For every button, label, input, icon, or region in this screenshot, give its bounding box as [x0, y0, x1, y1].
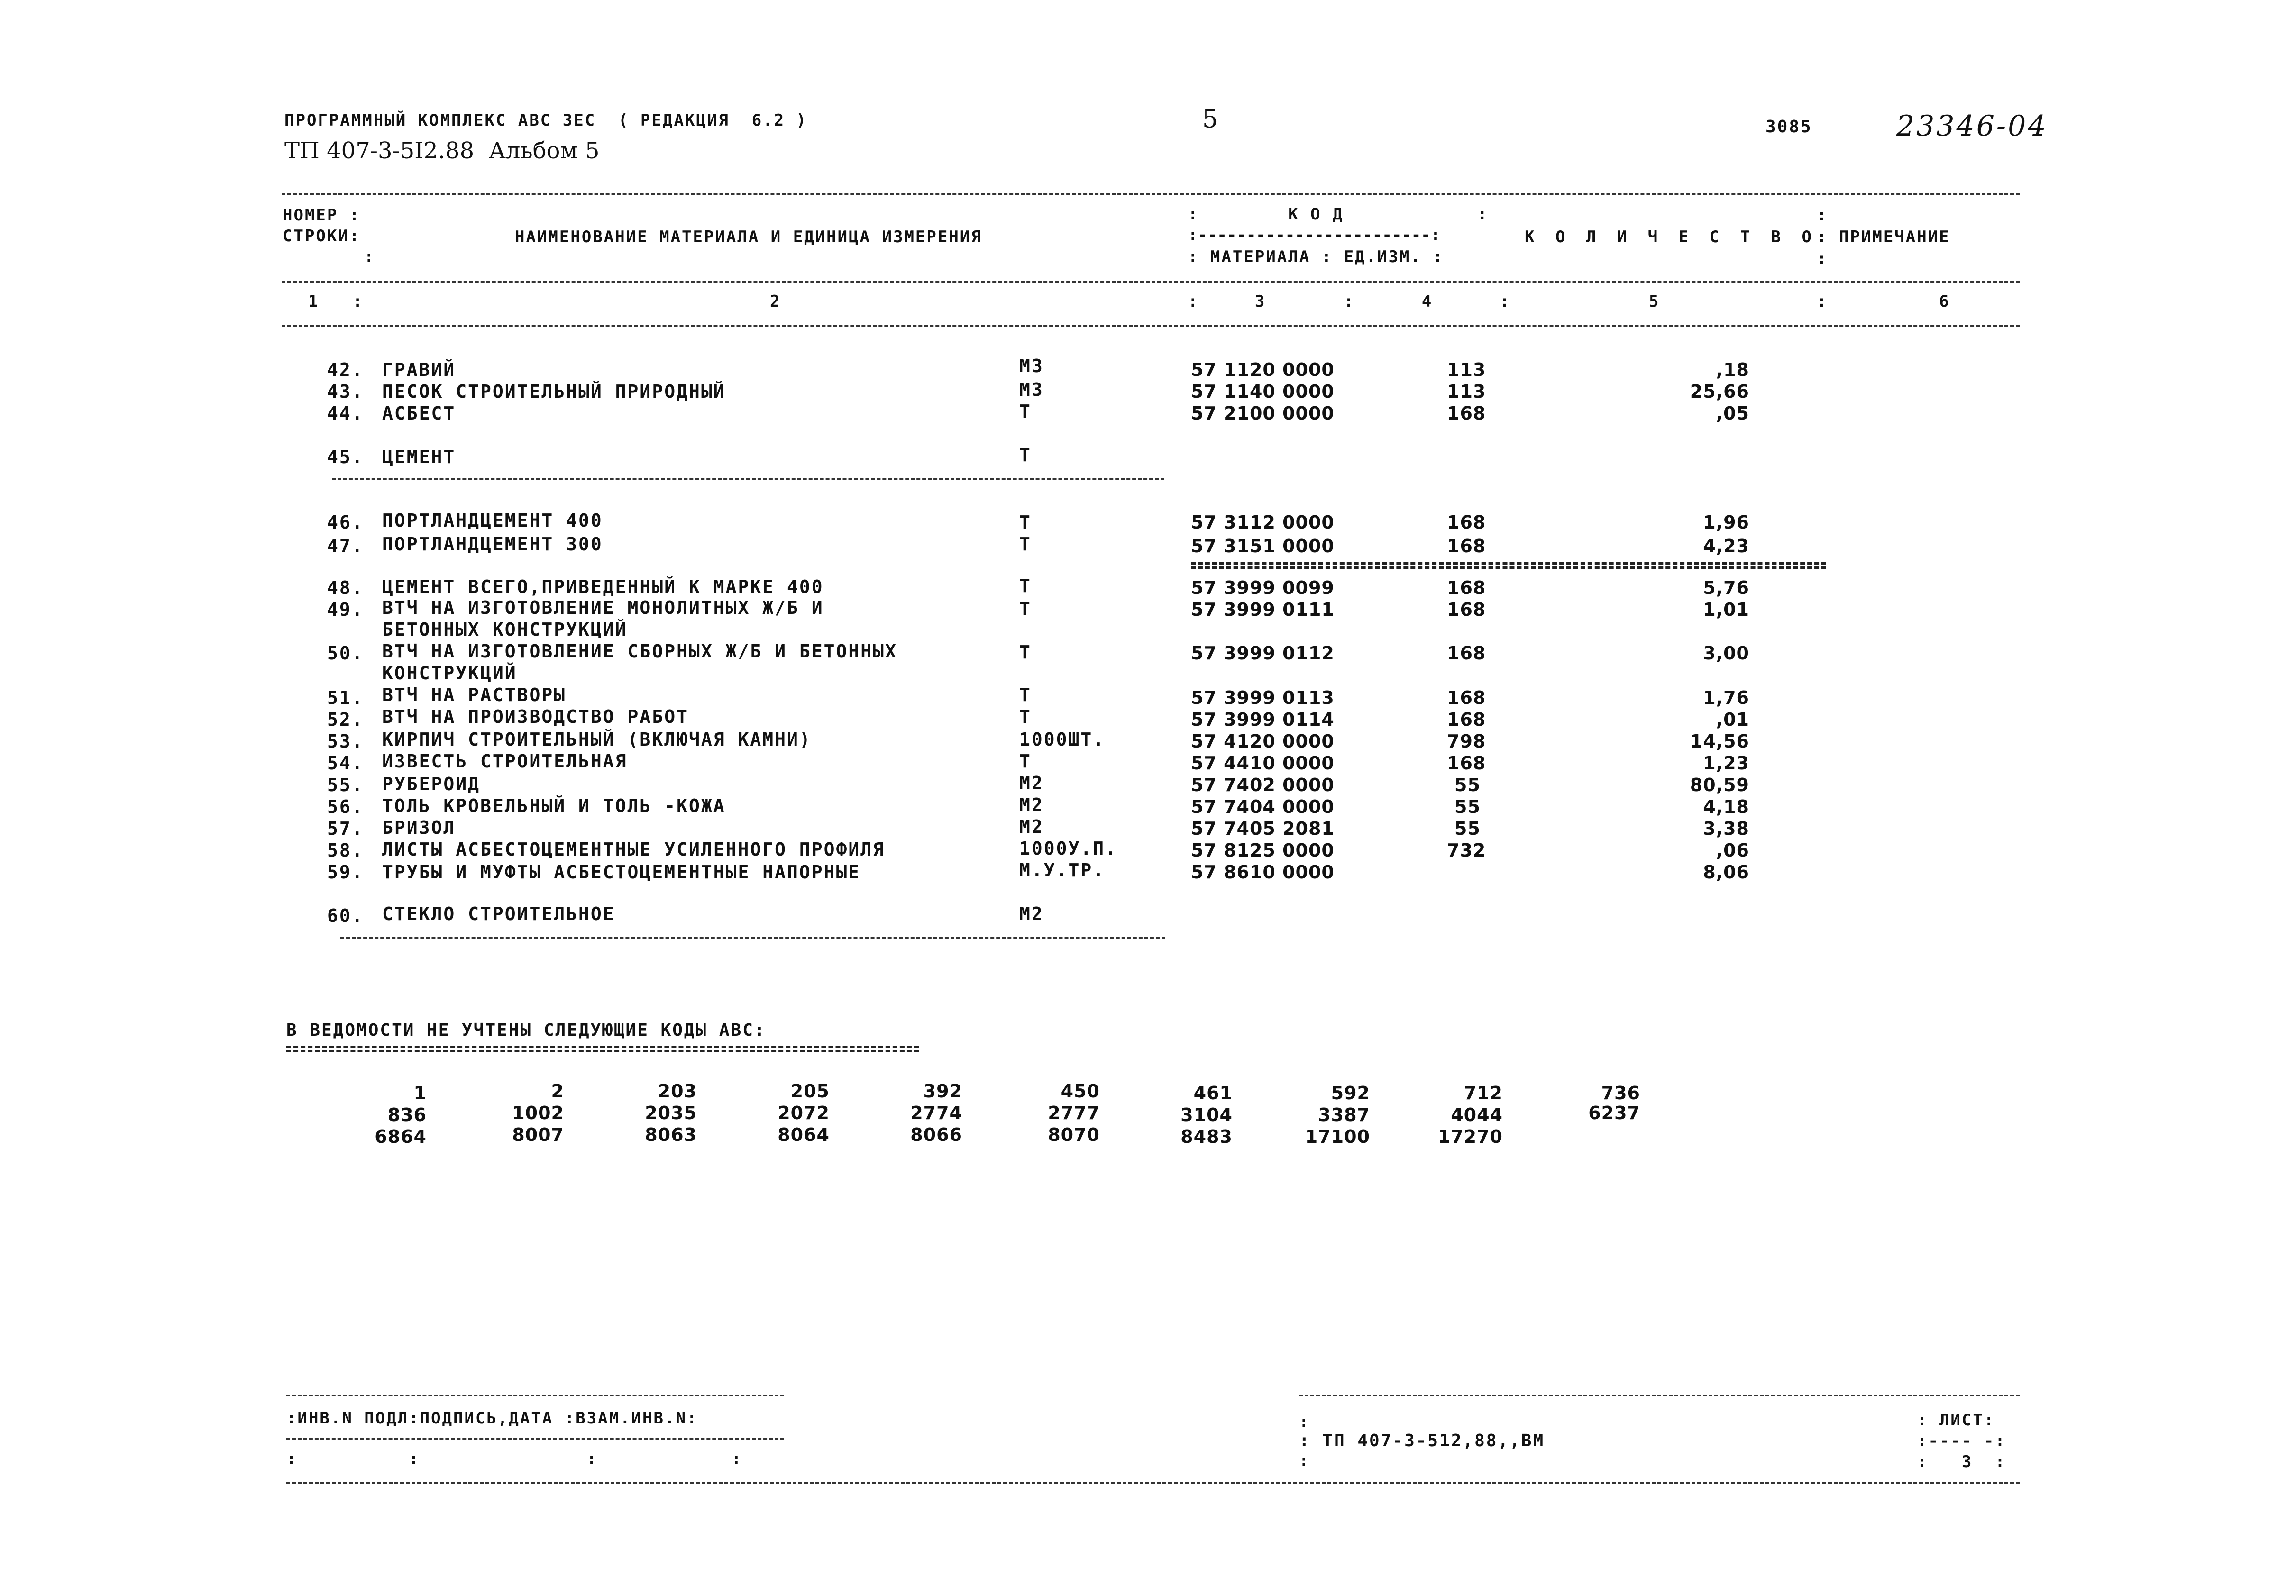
row-unit-code: 798	[1447, 731, 1486, 752]
col-num-5: 5	[1649, 292, 1660, 311]
row-no: 53.	[327, 731, 364, 752]
row-unit-code: 168	[1447, 403, 1486, 424]
stamp-sheet-divider: :---- -:	[1917, 1432, 2006, 1450]
row-no: 55.	[327, 775, 364, 795]
col-num-6: : 6	[1817, 292, 1950, 311]
code-cell: 392	[923, 1081, 962, 1102]
stamp-colon-bottom: :	[1299, 1451, 1310, 1470]
code-cell: 8063	[645, 1124, 697, 1145]
row-material-code: 57 3151 0000	[1191, 536, 1335, 556]
row-quantity: ,01	[1716, 709, 1749, 730]
row-name: ЦЕМЕНТ	[382, 447, 456, 467]
row-unit: М2	[1019, 816, 1044, 837]
stamp-colon-top: :	[1299, 1413, 1310, 1432]
row-material-code: 57 3999 0111	[1191, 599, 1335, 620]
row-name: ПОРТЛАНДЦЕМЕНТ 400	[382, 510, 603, 531]
row-unit: Т	[1019, 684, 1032, 705]
uncounted-codes-title: В ВЕДОМОСТИ НЕ УЧТЕНЫ СЛЕДУЮЩИЕ КОДЫ АВС:	[286, 1021, 766, 1040]
row-name: ЦЕМЕНТ ВСЕГО,ПРИВЕДЕННЫЙ К МАРКЕ 400	[382, 576, 824, 597]
row-name: ВТЧ НА ИЗГОТОВЛЕНИЕ МОНОЛИТНЫХ Ж/Б И	[382, 597, 824, 618]
row-unit: М2	[1019, 794, 1044, 815]
col-num-1: 1 :	[308, 292, 364, 311]
row-quantity: ,06	[1716, 840, 1749, 861]
row-unit-code: 168	[1447, 643, 1486, 664]
document-code: 3085	[1765, 117, 1812, 137]
row-name: ВТЧ НА РАСТВОРЫ	[382, 684, 567, 705]
row-name: ГРАВИЙ	[382, 359, 456, 380]
header-row-no-1: НОМЕР :	[283, 206, 361, 225]
header-note-col-1: :	[1817, 206, 1828, 225]
code-cell: 1	[413, 1083, 427, 1104]
row-no: 48.	[327, 577, 364, 598]
row-unit: Т	[1019, 445, 1032, 465]
row-unit-code: 113	[1447, 381, 1486, 402]
row-name-line-2: КОНСТРУКЦИЙ	[382, 663, 517, 684]
code-cell: 8007	[512, 1124, 564, 1145]
row-material-code: 57 4410 0000	[1191, 753, 1335, 774]
row-unit: М2	[1019, 903, 1044, 924]
code-cell: 2774	[910, 1103, 962, 1123]
row-no: 45.	[327, 447, 364, 467]
total-separator	[1191, 562, 1826, 565]
code-cell: 736	[1601, 1083, 1640, 1104]
row-no: 51.	[327, 687, 364, 708]
row-name: РУБЕРОИД	[382, 774, 481, 794]
code-cell: 8066	[910, 1124, 962, 1145]
code-cell: 3104	[1180, 1104, 1233, 1125]
row-quantity: 1,01	[1703, 599, 1749, 620]
row-name: ВТЧ НА ПРОИЗВОДСТВО РАБОТ	[382, 706, 689, 727]
row-no: 58.	[327, 840, 364, 861]
header-rule-mid	[282, 281, 2020, 283]
col-num-3-4: : 3 : 4 :	[1188, 292, 1511, 311]
code-cell: 592	[1331, 1083, 1370, 1104]
row-unit-code: 168	[1447, 577, 1486, 598]
project-title: ТП 407-3-5I2.88 Альбом 5	[284, 137, 600, 164]
row-quantity: 1,23	[1703, 753, 1749, 774]
header-code-divider: :------------------------:	[1188, 226, 1441, 245]
row-unit-code: 168	[1447, 687, 1486, 708]
stamp-bottom-rule	[286, 1482, 2020, 1484]
header-rule-top	[282, 193, 2020, 195]
header-note: : ПРИМЕЧАНИЕ	[1817, 228, 1950, 246]
row-quantity: 3,00	[1703, 643, 1749, 664]
header-row-no-2: СТРОКИ:	[283, 227, 361, 246]
row-unit: М2	[1019, 773, 1044, 793]
row-material-code: 57 2100 0000	[1191, 403, 1335, 424]
row-no: 49.	[327, 599, 364, 620]
row-material-code: 57 8610 0000	[1191, 862, 1335, 883]
header-rule-bottom	[282, 325, 2020, 327]
uncounted-title-underline	[286, 1046, 919, 1048]
header-quantity: К О Л И Ч Е С Т В О	[1525, 228, 1817, 246]
row-no: 56.	[327, 796, 364, 817]
row-name: ЛИСТЫ АСБЕСТОЦЕМЕНТНЫЕ УСИЛЕННОГО ПРОФИЛЯ	[382, 839, 885, 860]
row-no: 47.	[327, 536, 364, 556]
row-unit: Т	[1019, 575, 1032, 596]
section-separator	[332, 478, 1164, 480]
row-no: 52.	[327, 709, 364, 730]
row-material-code: 57 3999 0114	[1191, 709, 1335, 730]
code-cell: 2	[551, 1081, 564, 1102]
row-name: ТОЛЬ КРОВЕЛЬНЫЙ И ТОЛЬ -КОЖА	[382, 795, 726, 816]
header-code-title: : К О Д :	[1188, 205, 1489, 224]
code-cell: 450	[1061, 1081, 1100, 1102]
row-material-code: 57 7404 0000	[1191, 796, 1335, 817]
stamp-document-code: : ТП 407-3-512,88,,ВМ	[1299, 1431, 1545, 1450]
handwritten-number: 23346-04	[1896, 109, 2048, 143]
row-no: 50.	[327, 643, 364, 664]
row-unit: Т	[1019, 598, 1032, 619]
row-no: 42.	[327, 359, 364, 380]
stamp-left-rule-mid	[286, 1438, 784, 1440]
row-quantity: 3,38	[1703, 818, 1749, 839]
row-no: 60.	[327, 905, 364, 926]
code-cell: 2072	[778, 1103, 830, 1123]
section-separator	[340, 937, 1165, 939]
row-quantity: 1,96	[1703, 512, 1749, 533]
row-unit: М3	[1019, 379, 1044, 400]
row-unit-code: 732	[1447, 840, 1486, 861]
row-material-code: 57 4120 0000	[1191, 731, 1335, 752]
row-name: ВТЧ НА ИЗГОТОВЛЕНИЕ СБОРНЫХ Ж/Б И БЕТОННЫХ	[382, 641, 897, 662]
stamp-sheet-label: : ЛИСТ:	[1917, 1411, 1995, 1430]
stamp-left-header: :ИНВ.N ПОДЛ:ПОДПИСЬ,ДАТА :ВЗАМ.ИНВ.N:	[286, 1409, 698, 1428]
code-cell: 3387	[1318, 1104, 1370, 1125]
row-no: 44.	[327, 403, 364, 424]
row-unit-code: 55	[1454, 775, 1481, 795]
row-unit-code: 113	[1447, 359, 1486, 380]
code-cell: 8483	[1180, 1126, 1233, 1147]
code-cell: 6864	[375, 1126, 427, 1147]
row-name: ИЗВЕСТЬ СТРОИТЕЛЬНАЯ	[382, 751, 628, 772]
row-unit-code: 168	[1447, 753, 1486, 774]
row-no: 43.	[327, 381, 364, 402]
program-header: ПРОГРАММНЫЙ КОМПЛЕКС АВС 3ЕС ( РЕДАКЦИЯ 6.2 )	[284, 111, 808, 130]
row-name-line-2: БЕТОННЫХ КОНСТРУКЦИЙ	[382, 619, 628, 640]
row-material-code: 57 3999 0112	[1191, 643, 1335, 664]
stamp-sheet-number: : 3 :	[1917, 1452, 2006, 1471]
row-name: ТРУБЫ И МУФТЫ АСБЕСТОЦЕМЕНТНЫЕ НАПОРНЫЕ	[382, 862, 861, 883]
code-cell: 4044	[1451, 1104, 1503, 1125]
code-cell: 8064	[778, 1124, 830, 1145]
row-quantity: 5,76	[1703, 577, 1749, 598]
row-unit: Т	[1019, 534, 1032, 555]
stamp-left-cells: : : : :	[286, 1450, 743, 1468]
row-quantity: 80,59	[1690, 775, 1749, 795]
row-name: ПОРТЛАНДЦЕМЕНТ 300	[382, 534, 603, 555]
code-cell: 205	[790, 1081, 830, 1102]
row-quantity: ,05	[1716, 403, 1749, 424]
code-cell: 17100	[1305, 1126, 1370, 1147]
row-quantity: 25,66	[1690, 381, 1749, 402]
row-unit-code: 168	[1447, 709, 1486, 730]
row-unit: Т	[1019, 751, 1032, 772]
row-quantity: 1,76	[1703, 687, 1749, 708]
row-material-code: 57 7405 2081	[1191, 818, 1335, 839]
row-material-code: 57 7402 0000	[1191, 775, 1335, 795]
row-unit: Т	[1019, 706, 1032, 727]
row-no: 46.	[327, 512, 364, 533]
stamp-left-rule-top	[286, 1395, 784, 1396]
row-material-code: 57 3999 0113	[1191, 687, 1335, 708]
row-name: СТЕКЛО СТРОИТЕЛЬНОЕ	[382, 903, 615, 924]
row-unit: 1000ШТ.	[1019, 729, 1106, 750]
row-quantity: 14,56	[1690, 731, 1749, 752]
code-cell: 8070	[1048, 1124, 1100, 1145]
row-unit-code: 168	[1447, 536, 1486, 556]
row-material-code: 57 1120 0000	[1191, 359, 1335, 380]
code-cell: 6237	[1588, 1103, 1640, 1123]
row-material-code: 57 3999 0099	[1191, 577, 1335, 598]
row-name: ПЕСОК СТРОИТЕЛЬНЫЙ ПРИРОДНЫЙ	[382, 381, 726, 402]
row-unit: М.У.ТР.	[1019, 860, 1106, 881]
page-number: 5	[1202, 105, 1218, 134]
header-note-col-3: :	[1817, 249, 1828, 268]
row-unit-code: 168	[1447, 599, 1486, 620]
header-name: НАИМЕНОВАНИЕ МАТЕРИАЛА И ЕДИНИЦА ИЗМЕРЕНИЯ	[515, 228, 982, 246]
code-cell: 2035	[645, 1103, 697, 1123]
code-cell: 712	[1464, 1083, 1503, 1104]
row-quantity: 8,06	[1703, 862, 1749, 883]
code-cell: 836	[387, 1104, 427, 1125]
row-name: АСБЕСТ	[382, 403, 456, 424]
row-unit-code: 55	[1454, 796, 1481, 817]
header-row-no-3: :	[364, 247, 375, 266]
code-cell: 1002	[512, 1103, 564, 1123]
row-material-code: 57 3112 0000	[1191, 512, 1335, 533]
code-cell: 17270	[1437, 1126, 1503, 1147]
row-unit: М3	[1019, 356, 1044, 376]
col-num-2: 2	[770, 292, 781, 311]
code-cell: 2777	[1048, 1103, 1100, 1123]
row-no: 57.	[327, 818, 364, 839]
row-quantity: 4,18	[1703, 796, 1749, 817]
row-unit-code: 168	[1447, 512, 1486, 533]
row-name: БРИЗОЛ	[382, 817, 456, 838]
row-name: КИРПИЧ СТРОИТЕЛЬНЫЙ (ВКЛЮЧАЯ КАМНИ)	[382, 729, 812, 750]
code-cell: 203	[658, 1081, 697, 1102]
row-no: 59.	[327, 862, 364, 883]
row-material-code: 57 1140 0000	[1191, 381, 1335, 402]
stamp-right-rule-top	[1299, 1395, 2020, 1396]
row-unit: Т	[1019, 512, 1032, 533]
row-quantity: ,18	[1716, 359, 1749, 380]
row-unit-code: 55	[1454, 818, 1481, 839]
row-material-code: 57 8125 0000	[1191, 840, 1335, 861]
row-no: 54.	[327, 753, 364, 774]
row-unit: 1000У.П.	[1019, 838, 1118, 859]
row-unit: Т	[1019, 401, 1032, 422]
row-unit: Т	[1019, 642, 1032, 663]
header-code-sub: : МАТЕРИАЛА : ЕД.ИЗМ. :	[1188, 247, 1444, 266]
row-quantity: 4,23	[1703, 536, 1749, 556]
code-cell: 461	[1193, 1083, 1233, 1104]
